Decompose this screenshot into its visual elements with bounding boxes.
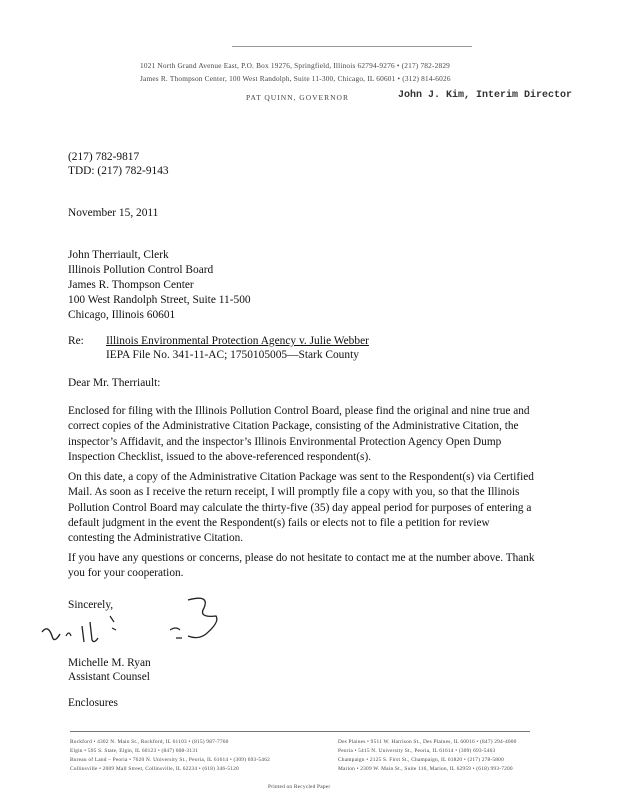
- letterhead-director: John J. Kim, Interim Director: [398, 90, 573, 101]
- body-paragraph-2: On this date, a copy of the Administrative Citation Package was sent to the Respondent(s) via Certified Mail. As soon as I receive the return receipt, I will promptly file a copy with you, so that the Illinois Pollution Control Board may calculate the thirty-five (35) day appeal period for purposes of entering a default judgment in the event the Respondent(s) fails or elects not to file a petition for review contesting the Administrative Citation.: [68, 471, 534, 545]
- footer-office: Rockford • 4302 N. Main St., Rockford, IL 61103 • (815) 987-7760: [70, 739, 229, 745]
- footer-office: Collinsville • 2009 Mall Street, Collinsville, IL 62234 • (618) 346-5120: [70, 766, 239, 772]
- recipient-building: James R. Thompson Center: [68, 279, 194, 291]
- footer-office: Elgin • 595 S. State, Elgin, IL 60123 • (847) 608-3131: [70, 748, 199, 754]
- letterhead-governor: PAT QUINN, GOVERNOR: [246, 93, 349, 102]
- signer-title: Assistant Counsel: [68, 671, 150, 683]
- footer-left-column: [70, 738, 310, 774]
- recipient-name: John Therriault, Clerk: [68, 249, 169, 261]
- footer-recycled-note: Printed on Recycled Paper: [268, 784, 331, 790]
- letter-date: November 15, 2011: [68, 207, 159, 219]
- footer-right-column: [338, 738, 568, 774]
- recipient-block: [68, 248, 251, 323]
- footer-rule: [70, 731, 530, 732]
- letterhead-address-1: 1021 North Grand Avenue East, P.O. Box 19276, Springfield, Illinois 62794-9276 • (217) 782-2829: [140, 61, 451, 70]
- enclosures: Enclosures: [68, 697, 118, 709]
- subject-file-line: IEPA File No. 341-11-AC; 1750105005—Stark County: [106, 349, 359, 361]
- subject-case-title: Illinois Environmental Protection Agency v. Julie Webber: [106, 335, 369, 347]
- footer-office: Bureau of Land – Peoria • 7620 N. University St., Peoria, IL 61614 • (309) 693-5462: [70, 757, 270, 763]
- closing: Sincerely,: [68, 599, 114, 611]
- letterhead-address-2: James R. Thompson Center, 100 West Randolph, Suite 11-300, Chicago, IL 60601 • (312) 814-6026: [140, 74, 451, 83]
- phone-number: (217) 782-9817: [68, 151, 140, 163]
- body-paragraph-3: If you have any questions or concerns, please do not hesitate to contact me at the number above. Thank you for your cooperation.: [68, 552, 535, 580]
- footer-office: Peoria • 5415 N. University St., Peoria, IL 61614 • (309) 693-5463: [338, 748, 496, 754]
- tdd-number: TDD: (217) 782-9143: [68, 165, 169, 177]
- signer-name: Michelle M. Ryan: [68, 657, 151, 669]
- recipient-city: Chicago, Illinois 60601: [68, 309, 176, 321]
- signature-image: [38, 592, 238, 652]
- subject-label: Re:: [68, 335, 84, 347]
- footer-office: Champaign • 2125 S. First St., Champaign, IL 61820 • (217) 278-5800: [338, 757, 504, 763]
- salutation: Dear Mr. Therriault:: [68, 377, 161, 389]
- recipient-organization: Illinois Pollution Control Board: [68, 264, 214, 276]
- footer-office: Marion • 2309 W. Main St., Suite 116, Marion, IL 62959 • (618) 993-7200: [338, 766, 513, 772]
- letterhead-top-rule: [232, 46, 472, 47]
- recipient-street: 100 West Randolph Street, Suite 11-500: [68, 294, 251, 306]
- footer-office: Des Plaines • 9511 W. Harrison St., Des Plaines, IL 60016 • (847) 294-4000: [338, 739, 517, 745]
- body-paragraph-1: Enclosed for filing with the Illinois Pollution Control Board, please find the original and nine true and correct copies of the Administrative Citation Package, consisting of the Administrative Citation, the inspector’s Affidavit, and the inspector’s Illinois Environmental Protection Agency Open Dump Inspection Checklist, issued to the above-referenced respondent(s).: [68, 405, 530, 463]
